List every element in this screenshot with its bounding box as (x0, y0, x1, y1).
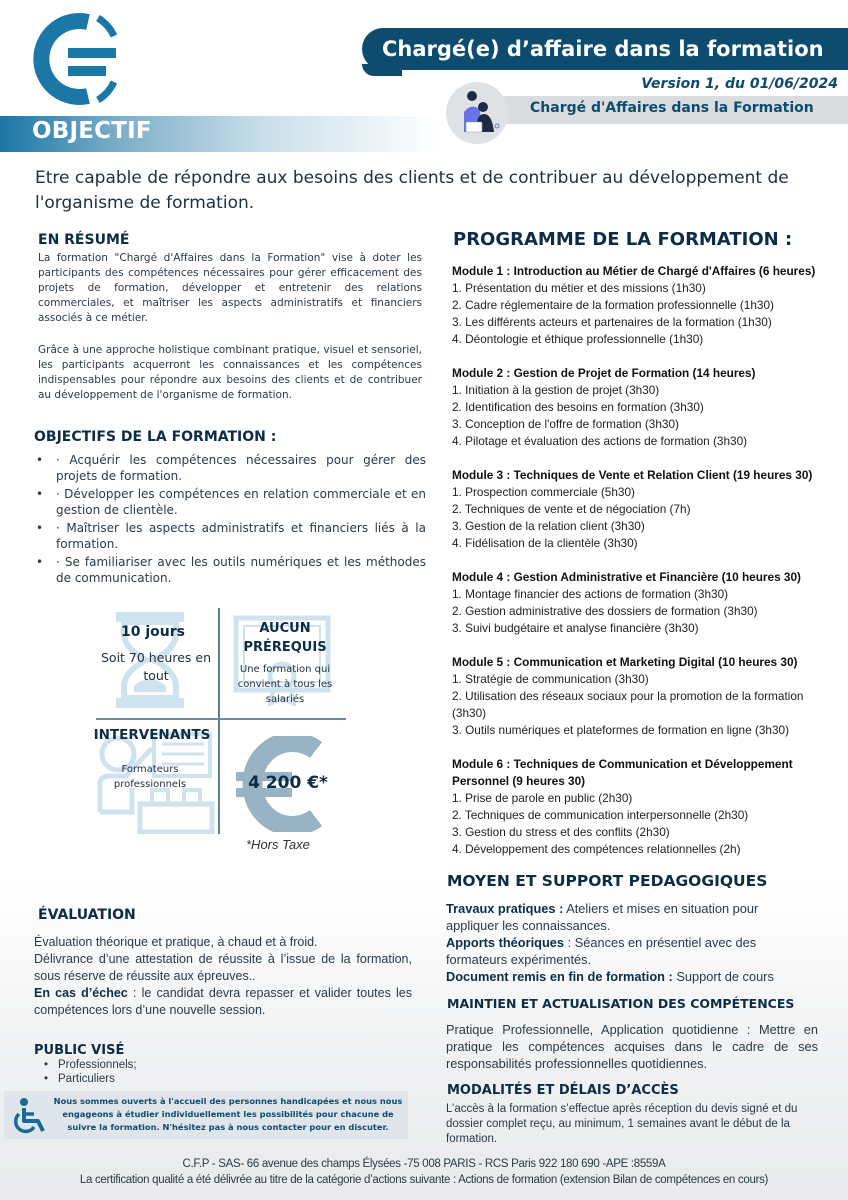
module-title: Module 6 : Techniques de Communication et Développement Personnel (9 heures 30) (452, 757, 793, 788)
module-item: 1. Présentation du métier et des missions (1h30) (452, 281, 706, 295)
list-item: • · Développer les compétences en relation commerciale et en gestion de clientèle. (36, 486, 426, 518)
module-title: Module 4 : Gestion Administrative et Financière (10 heures 30) (452, 570, 801, 584)
evaluation-echec (34, 985, 412, 1019)
objectifs-heading: OBJECTIFS DE LA FORMATION : (34, 429, 277, 445)
moyens-row (446, 934, 806, 968)
subtitle: Chargé d'Affaires dans la Formation (530, 100, 814, 116)
resume-heading: EN RÉSUMÉ (38, 232, 130, 248)
price-value: 4 200 €* (248, 773, 328, 793)
moyens-value: Support de cours (672, 969, 774, 984)
footer-address: C.F.P - SAS- 66 avenue des champs Élysées -75 008 PARIS - RCS Paris 922 180 690 -APE :8559A (182, 1158, 666, 1170)
evaluation-heading: ÉVALUATION (38, 907, 136, 923)
version-label: Version 1, du 01/06/2024 (641, 76, 838, 92)
duration-title: 10 jours (121, 624, 185, 640)
moyens-text (446, 900, 806, 985)
module (452, 467, 840, 552)
prerequis-detail: Une formation qui convient à tous les salariés (237, 664, 333, 705)
moyens-value: : Séances en présentiel avec des formateurs expérimentés. (446, 935, 757, 967)
echec-text: : le candidat devra repasser et valider toutes les compétences lors d’une nouvelle session. (34, 986, 413, 1017)
objectif-text: Etre capable de répondre aux besoins des clients et de contribuer au développement de l'organisme de formation. (35, 168, 789, 213)
moyens-label: Apports théoriques (446, 935, 565, 950)
module-item: 4. Déontologie et éthique professionnelle (1h30) (452, 332, 704, 346)
evaluation-text (34, 934, 412, 1019)
module-item: 4. Développement des compétences relationnelles (2h) (452, 842, 741, 856)
module-title: Module 2 : Gestion de Projet de Formation (14 heures) (452, 366, 756, 380)
module-item: 1. Prospection commerciale (5h30) (452, 485, 635, 499)
module-item: 2. Gestion administrative des dossiers de formation (3h30) (452, 604, 758, 618)
intervenants-detail: Formateurs professionnels (113, 764, 187, 790)
module-item: 4. Fidélisation de la clientèle (3h30) (452, 536, 638, 550)
evaluation-line: Délivrance d’une attestation de réussite à l’issue de la formation, sous réserve de réussite aux épreuves.. (34, 952, 412, 983)
grid-divider-vertical (218, 608, 220, 834)
list-item: • · Se familiariser avec les outils numériques et les méthodes de communication. (36, 554, 426, 586)
public-heading: PUBLIC VISÉ (34, 1043, 125, 1058)
price-note: *Hors Taxe (246, 837, 310, 852)
module-item: 3. Outils numériques et plateformes de formation en ligne (3h30) (452, 723, 790, 737)
moyens-row (446, 900, 806, 934)
objectif-heading: OBJECTIF (32, 118, 152, 144)
cfe-logo-icon (28, 10, 120, 108)
accessibility-text: Nous sommes ouverts à l'accueil des personnes handicapées et nous nous engageons à étudier individuellement les possibilités pour chacune de suivre la formation. N'hésitez pas à nous contacter pour en discuter. (53, 1096, 403, 1132)
wheelchair-icon (12, 1097, 48, 1135)
footer (0, 1156, 848, 1188)
maintien-text: Pratique Professionnelle, Application quotidienne : Mettre en pratique les compétences acquises dans le cadre de ses responsabilités professionnelles quotidiennes. (446, 1022, 818, 1071)
module-item: 1. Montage financier des actions de formation (3h30) (452, 587, 729, 601)
programme-heading: PROGRAMME DE LA FORMATION : (453, 229, 793, 250)
moyens-row (446, 968, 806, 985)
maintien-heading: MAINTIEN ET ACTUALISATION DES COMPÉTENCES (447, 996, 795, 1011)
intervenants-title: INTERVENANTS (93, 727, 211, 743)
module (452, 365, 840, 450)
module-item: 3. Conception de l'offre de formation (3h30) (452, 417, 679, 431)
module-item: 3. Les différents acteurs et partenaires de la formation (1h30) (452, 315, 772, 329)
moyens-value: Ateliers et mises en situation pour appliquer les connaissances. (446, 901, 759, 933)
grid-divider-horizontal (96, 718, 346, 720)
resume-paragraph: Grâce à une approche holistique combinant pratique, visuel et sensoriel, les participants acquerront les connaissances et les compétences indispensables pour répondre aux besoins des clients et de contribuer au développement de l'organisme de formation. (38, 344, 422, 401)
modalites-heading: MODALITÉS ET DÉLAIS D’ACCÈS (447, 1083, 679, 1098)
module-item: 2. Techniques de vente et de négociation (7h) (452, 502, 691, 516)
footer-certification: La certification qualité a été délivrée au titre de la catégorie d’actions suivante : Actions de formation (extension Bilan de compétences en cours) (79, 1174, 769, 1186)
module (452, 263, 840, 348)
module-item: 2. Cadre réglementaire de la formation professionnelle (1h30) (452, 298, 774, 312)
module-title: Module 5 : Communication et Marketing Digital (10 heures 30) (452, 655, 798, 669)
module-item: 3. Gestion de la relation client (3h30) (452, 519, 645, 533)
module-item: 4. Pilotage et évaluation des actions de formation (3h30) (452, 434, 748, 448)
module (452, 569, 840, 637)
list-item: • Professionnels; (44, 1058, 137, 1072)
duration-detail: Soit 70 heures en tout (101, 650, 211, 683)
module-item: 1. Stratégie de communication (3h30) (452, 672, 649, 686)
module-item: 2. Techniques de communication interpersonnelle (2h30) (452, 808, 749, 822)
two-people-laptop-illustration-icon (446, 82, 508, 144)
evaluation-line: Évaluation théorique et pratique, à chaud et à froid. (34, 935, 318, 949)
prerequis-title-line2: PRÉREQUIS (243, 640, 327, 655)
module-item: 1. Initiation à la gestion de projet (3h30) (452, 383, 660, 397)
module (452, 654, 840, 739)
document-title: Chargé(e) d’affaire dans la formation (362, 28, 848, 70)
modalites-text: L’accès à la formation s’effectue après réception du devis signé et du dossier complet reçu, au minimum, 1 semaines avant le début de la formation. (446, 1103, 798, 1145)
module (452, 756, 840, 858)
module-item: 1. Prise de parole en public (2h30) (452, 791, 633, 805)
module-item: 2. Utilisation des réseaux sociaux pour la promotion de la formation (3h30) (452, 689, 804, 720)
list-item: • · Acquérir les compétences nécessaires pour gérer des projets de formation. (36, 452, 426, 484)
moyens-label: Document remis en fin de formation : (446, 969, 673, 984)
list-item: • · Maîtriser les aspects administratifs et financiers liés à la formation. (36, 520, 426, 552)
list-item: • Particuliers (44, 1072, 137, 1086)
module-title: Module 3 : Techniques de Vente et Relation Client (19 heures 30) (452, 468, 813, 482)
resume-paragraph: La formation "Chargé d'Affaires dans la Formation" vise à doter les participants des compétences nécessaires pour gérer efficacement des projets de formation, développer et entretenir des relations commerciales, et maîtriser les aspects administratifs et financiers associés à ce métier. (38, 252, 422, 324)
objectifs-list (36, 452, 426, 588)
echec-label: En cas d’échec (34, 986, 128, 1000)
public-list (44, 1058, 137, 1086)
module-item: 3. Suivi budgétaire et analyse financière (3h30) (452, 621, 699, 635)
moyens-heading: MOYEN ET SUPPORT PEDAGOGIQUES (447, 872, 768, 890)
module-item: 2. Identification des besoins en formation (3h30) (452, 400, 704, 414)
modules-list (452, 263, 840, 875)
prerequis-title-line1: AUCUN (259, 621, 311, 636)
moyens-label: Travaux pratiques : (446, 901, 564, 916)
module-item: 3. Gestion du stress et des conflits (2h30) (452, 825, 670, 839)
module-title: Module 1 : Introduction au Métier de Chargé d'Affaires (6 heures) (452, 264, 816, 278)
